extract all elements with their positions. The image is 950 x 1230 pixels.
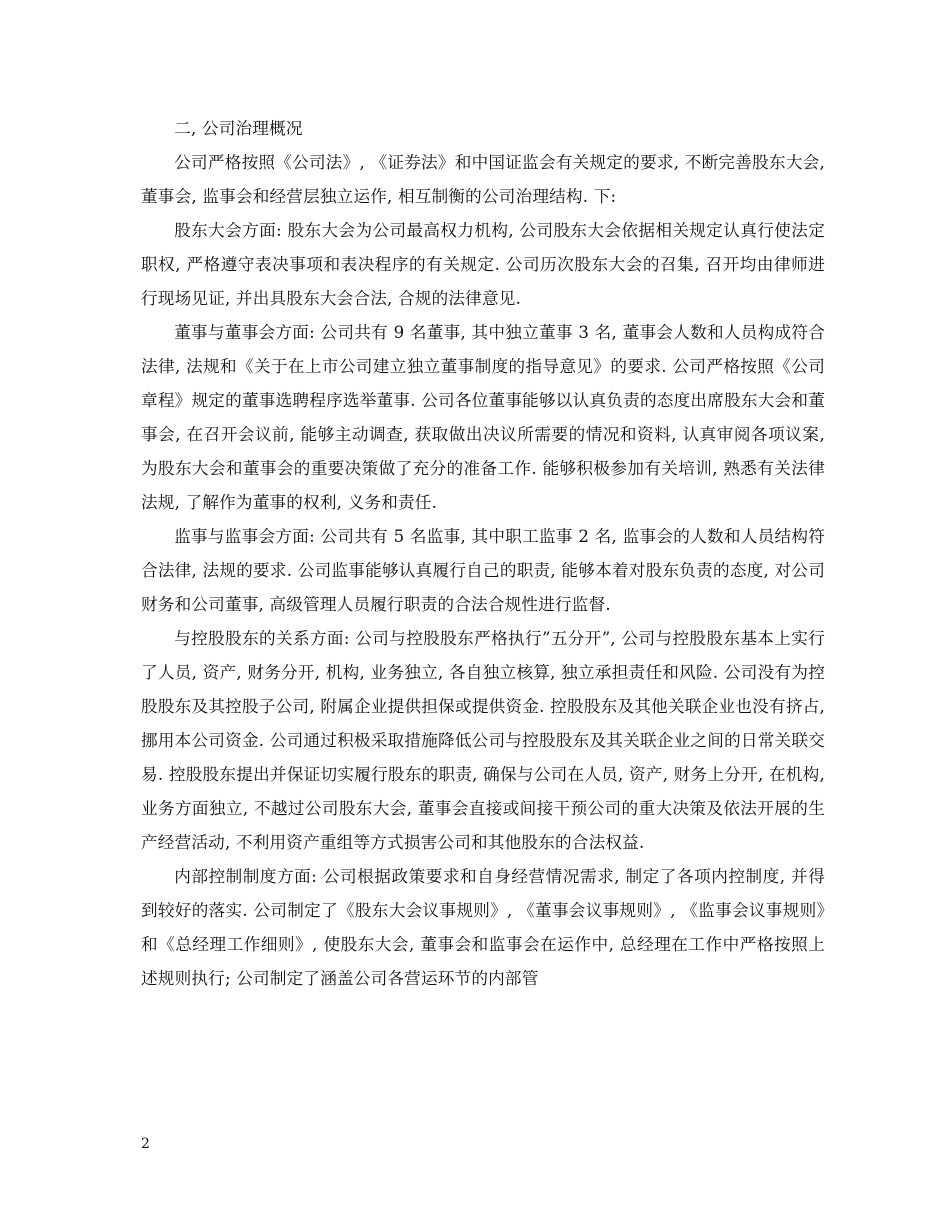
document-body xyxy=(141,112,825,996)
paragraph-internal-control: 内部控制制度方面: 公司根据政策要求和自身经营情况需求, 制定了各项内控制度, 并得到较好的落实. 公司制定了《股东大会议事规则》, 《董事会议事规则》, 《监事会议事规则》和《总经理工作细则》, 使股东大会, 董事会和监事会在运作中, 总经理在工作中严格按照上述规则执行; 公司制定了涵盖公司各营运环节的内部管 xyxy=(141,867,825,988)
paragraph-board-of-directors: 董事与董事会方面: 公司共有 9 名董事, 其中独立董事 3 名, 董事会人数和人员构成符合法律, 法规和《关于在上市公司建立独立董事制度的指导意见》的要求. 公司严格按照《公司章程》规定的董事选聘程序选举董事. 公司各位董事能够以认真负责的态度出席股东大会和董事会, 在召开会议前, 能够主动调查, 获取做出决议所需要的情况和资料, 认真审阅各项议案, 为股东大会和董事会的重要决策做了充分的准备工作. 能够积极参加有关培训, 熟悉有关法律法规, 了解作为董事的权利, 义务和责任. xyxy=(141,323,825,512)
page-number: 2 xyxy=(141,1136,150,1152)
section-heading: 二, 公司治理概况 xyxy=(174,119,303,138)
paragraph-controlling-shareholder: 与控股股东的关系方面: 公司与控股股东严格执行”五分开”, 公司与控股股东基本上实行了人员, 资产, 财务分开, 机构, 业务独立, 各自独立核算, 独立承担责任和风险. 公司没有为控股股东及其控股子公司, 附属企业提供担保或提供资金. 控股股东及其他关联企业也没有挤占, 挪用本公司资金. 公司通过积极采取措施降低公司与控股股东及其关联企业之间的日常关联交易. 控股股东提出并保证切实履行股东的职责, 确保与公司在人员, 资产, 财务上分开, 在机构, 业务方面独立, 不越过公司股东大会, 董事会直接或间接干预公司的重大决策及依法开展的生产经营活动, 不利用资产重组等方式损害公司和其他股东的合法权益. xyxy=(141,629,825,852)
paragraph-board-of-supervisors: 监事与监事会方面: 公司共有 5 名监事, 其中职工监事 2 名, 监事会的人数和人员结构符合法律, 法规的要求. 公司监事能够认真履行自己的职责, 能够本着对股东负责的态度, 对公司财务和公司董事, 高级管理人员履行职责的合法合规性进行监督. xyxy=(141,527,825,614)
paragraph-shareholders-meeting: 股东大会方面: 股东大会为公司最高权力机构, 公司股东大会依据相关规定认真行使法定职权, 严格遵守表决事项和表决程序的有关规定. 公司历次股东大会的召集, 召开均由律师进行现场见证, 并出具股东大会合法, 合规的法律意见. xyxy=(141,221,825,308)
paragraph-intro: 公司严格按照《公司法》, 《证券法》和中国证监会有关规定的要求, 不断完善股东大会, 董事会, 监事会和经营层独立运作, 相互制衡的公司治理结构. 下: xyxy=(141,153,825,206)
